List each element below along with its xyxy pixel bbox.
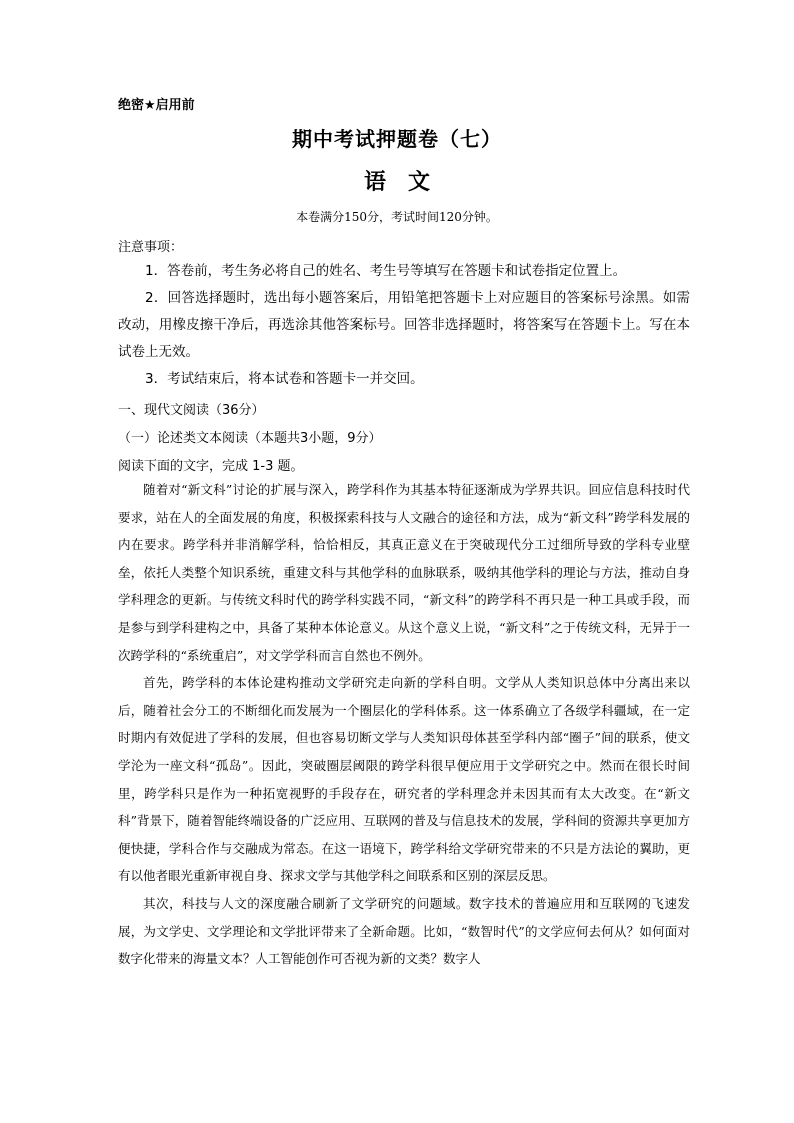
passage-paragraph-1: 随着对“新文科”讨论的扩展与深入，跨学科作为其基本特征逐渐成为学界共识。回应信息科技时代要求，站在人的全面发展的角度，积极探索科技与人文融合的途径和方法，成为“新文科”跨学科发展的内在要求。跨学科并非消解学科，恰恰相反，其真正意义在于突破现代分工过细所导致的学科专业壁垒，依托人类整个知识系统，重建文科与其他学科的血脉联系，吸纳其他学科的理论与方法，推动自身学科理念的更新。与传统文科时代的跨学科实践不同，“新文科”的跨学科不再只是一种工具或手段，而是参与到学科建构之中，具备了某种本体论意义。从这个意义上说，“新文科”之于传统文科，无异于一次跨学科的“系统重启”，对文学学科而言自然也不例外。 [118,482,690,663]
note-item-1: 1．答卷前，考生务必将自己的姓名、考生号等填写在答题卡和试卷指定位置上。 [145,263,627,279]
exam-title: 期中考试押题卷（七） [292,127,502,151]
subsection-heading: （一）论述类文本阅读（本题共3小题，9分） [118,431,382,446]
subject-char-2: 文 [408,170,431,195]
reading-passage [118,476,690,973]
reading-instruction: 阅读下面的文字，完成 1-3 题。 [118,459,304,474]
passage-paragraph-2: 首先，跨学科的本体论建构推动文学研究走向新的学科自明。文学从人类知识总体中分离出来以后，随着社会分工的不断细化而发展为一个圈层化的学科体系。这一体系确立了各级学科疆域，在一定时期内有效促进了学科的发展，但也容易切断文学与人类知识母体甚至学科内部“圈子”间的联系，使文学沦为一座文科“孤岛”。因此，突破圈层阈限的跨学科很早便应用于文学研究之中。然而在很长时间里，跨学科只是作为一种拓宽视野的手段存在，研究者的学科理念并未因其而有太大改变。在“新文科”背景下，随着智能终端设备的广泛应用、互联网的普及与信息技术的发展，学科间的资源共享更加方便快捷，学科合作与交融成为常态。在这一语境下，跨学科给文学研究带来的不只是方法论的翼助，更有以他者眼光重新审视自身、探求文学与其他学科之间联系和区别的深层反思。 [118,675,690,884]
note-item-3: 3．考试结束后，将本试卷和答题卡一并交回。 [145,371,424,387]
exam-info: 本卷满分150分，考试时间120分钟。 [296,210,498,224]
subject-title [0,165,794,196]
notes-list [118,258,690,393]
confidential-label: 绝密★启用前 [118,98,195,113]
passage-paragraph-3: 其次，科技与人文的深度融合刷新了文学研究的问题域。数字技术的普遍应用和互联网的飞速发展，为文学史、文学理论和文学批评带来了全新命题。比如，“数智时代”的文学应何去何从？如何面对数字化带来的海量文本？人工智能创作可否视为新的文类？数字人 [118,895,690,967]
subject-char-1: 语 [363,170,386,195]
section-heading: 一、现代文阅读（36分） [118,403,265,418]
notes-heading: 注意事项： [118,240,184,255]
note-item-2: 2．回答选择题时，选出每小题答案后，用铅笔把答题卡上对应题目的答案标号涂黑。如需改动，用橡皮擦干净后，再选涂其他答案标号。回答非选择题时，将答案写在答题卡上。写在本试卷上无效。 [118,290,690,360]
